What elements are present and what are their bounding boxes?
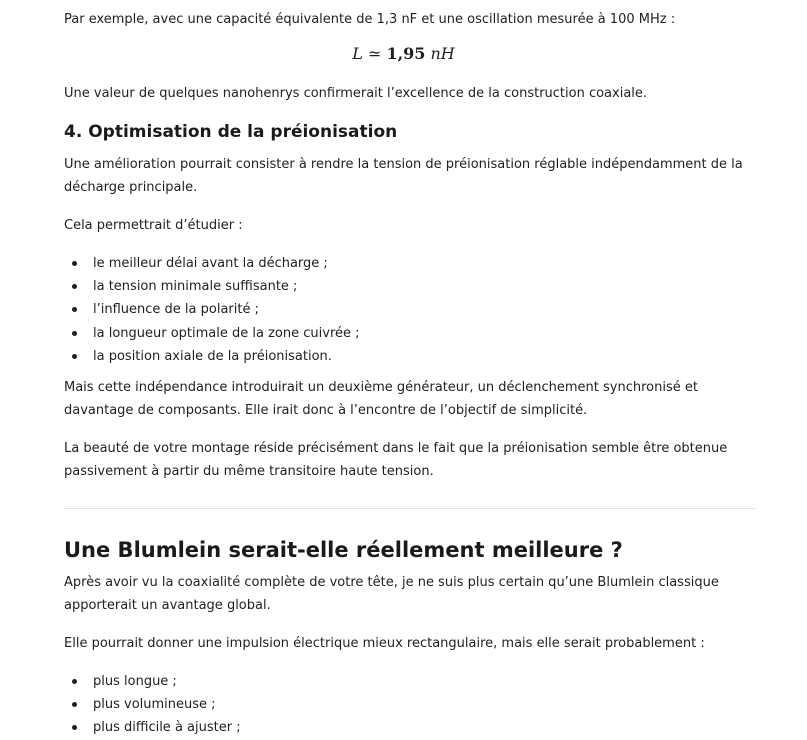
blumlein-paragraph-2: Elle pourrait donner une impulsion électrique mieux rectangulaire, mais elle serait probablement : bbox=[64, 636, 705, 651]
section-4-paragraph-3: Mais cette indépendance introduirait un deuxième générateur, un déclenchement synchronisé et davantage de composants. Elle irait donc à l’encontre de l’objectif de simplicité. bbox=[64, 380, 698, 418]
list-item: plus volumineuse ; bbox=[64, 693, 241, 716]
blumlein-list bbox=[64, 670, 241, 740]
list-item: plus difficile à ajuster ; bbox=[64, 716, 241, 739]
study-list bbox=[64, 252, 360, 368]
formula-relation: ≃ bbox=[367, 44, 382, 63]
section-divider bbox=[64, 508, 756, 509]
blumlein-paragraph-1: Après avoir vu la coaxialité complète de votre tête, je ne suis plus certain qu’une Blumlein classique apporterait un avantage global. bbox=[64, 575, 719, 613]
section-4-paragraph-4: La beauté de votre montage réside précisément dans le fait que la préionisation semble être obtenue passivement à partir du même transitoire haute tension. bbox=[64, 441, 728, 479]
section-4-heading: 4. Optimisation de la préionisation bbox=[64, 122, 398, 142]
section-4-paragraph-1: Une amélioration pourrait consister à rendre la tension de préionisation réglable indépendamment de la décharge principale. bbox=[64, 157, 743, 195]
formula-lhs: L bbox=[352, 44, 363, 63]
formula-unit: nH bbox=[430, 44, 455, 63]
list-item: la position axiale de la préionisation. bbox=[64, 345, 360, 368]
list-item: le meilleur délai avant la décharge ; bbox=[64, 252, 360, 275]
list-item: plus longue ; bbox=[64, 670, 241, 693]
section-4-paragraph-2: Cela permettrait d’étudier : bbox=[64, 218, 243, 233]
inductance-formula bbox=[0, 42, 807, 66]
nanohenry-paragraph: Une valeur de quelques nanohenrys confirmerait l’excellence de la construction coaxiale. bbox=[64, 86, 648, 101]
list-item: la longueur optimale de la zone cuivrée ; bbox=[64, 322, 360, 345]
formula-value: 1,95 bbox=[386, 44, 426, 63]
list-item: l’influence de la polarité ; bbox=[64, 298, 360, 321]
intro-paragraph: Par exemple, avec une capacité équivalente de 1,3 nF et une oscillation mesurée à 100 MHz : bbox=[64, 12, 676, 27]
blumlein-heading: Une Blumlein serait-elle réellement meilleure ? bbox=[64, 538, 623, 562]
list-item: la tension minimale suffisante ; bbox=[64, 275, 360, 298]
